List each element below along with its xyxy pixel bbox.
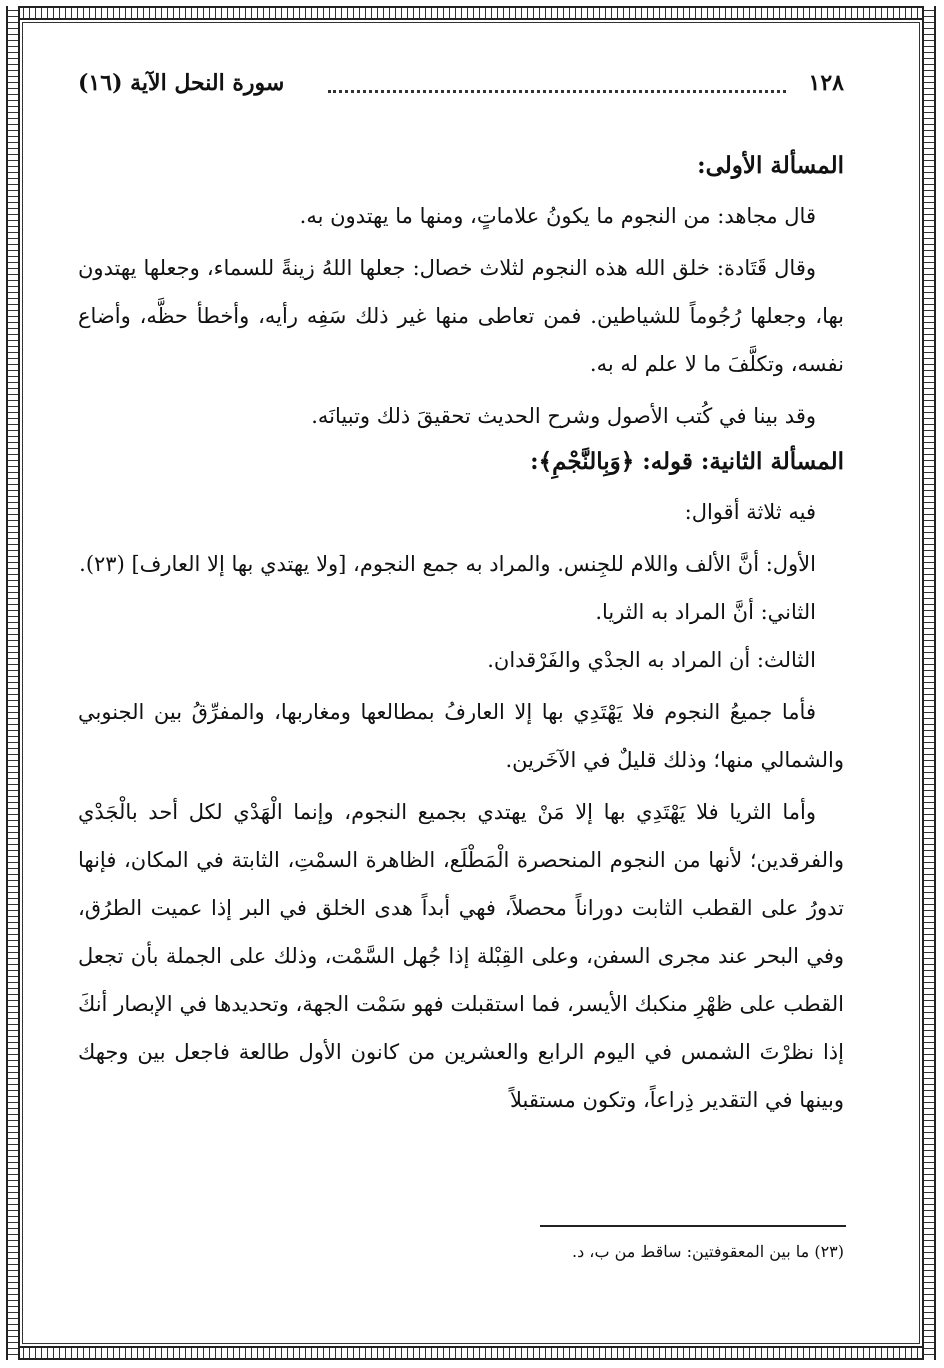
page-body [78, 58, 844, 1124]
paragraph: وقد بينا في كُتب الأصول وشرح الحديث تحقيقَ ذلك وتبيانَه. [311, 404, 816, 428]
paragraph: فأما جميعُ النجوم فلا يَهْتَدِي بها إلا العارفُ بمطالعها ومغاربها، والمفرِّقُ بين الجنوبي والشمالي منها؛ وذلك قليلٌ في الآخَرين. [78, 700, 844, 772]
paragraph: قال مجاهد: من النجوم ما يكونُ علاماتٍ، ومنها ما يهتدون به. [299, 204, 816, 228]
paragraph: فيه ثلاثة أقوال: [684, 500, 816, 524]
footnote-separator [540, 1225, 846, 1227]
paragraph: وأما الثريا فلا يَهْتَدِي بها إلا مَنْ يهتدي بجميع النجوم، وإنما الْهَدْي لكل أحد بالْجَدْي والفرقدين؛ لأنها من النجوم المنحصرة الْمَطْلَع، الظاهرة السمْتِ، الثابتة في المكان، فإنها تدورُ على القطب الثابت دوراناً محصلاً، فهي أبداً هدى الخلق في البر إذا عميت الطرُق، وفي البحر عند مجرى السفن، وعلى القِبْلة إذا جُهل السَّمْت، وذلك على الجملة بأن تجعل القطب على ظهْرِ منكبك الأيسر، فما استقبلت فهو سَمْت الجهة، وتحديدها في الإبصار أنكَ إذا نظرْتَ الشمس في اليوم الرابع والعشرين من كانون الأول طالعة فاجعل بين وجهك وبينها في التقدير ذِراعاً، وتكون مستقبلاً [78, 800, 844, 1112]
footnote: (٢٣) ما بين المعقوفتين: ساقط من ب، د. [571, 1242, 844, 1261]
border-left [6, 6, 20, 1360]
border-top [6, 6, 936, 20]
section-heading-second: المسألة الثانية: قوله: ﴿وَبِالنَّجْمِ﴾: [530, 448, 844, 475]
paragraph: الأول: أنَّ الألف واللام للجِنس. والمراد به جمع النجوم، [ولا يهتدي بها إلا العارف] (٢٣). [79, 552, 816, 576]
section-heading-first: المسألة الأولى: [697, 152, 844, 179]
border-right [922, 6, 936, 1360]
paragraph: وقال قَتَادة: خلق الله هذه النجوم لثلاث خصال: جعلها اللهُ زينةً للسماء، وجعلها يهتدون بها، وجعلها رُجُوماً للشياطين. فمن تعاطى منها غير ذلك سَفِه رأيه، وأخطأ حظَّه، وأضاع نفسه، وتكلَّفَ ما لا علم له به. [78, 256, 844, 376]
paragraph: الثاني: أنَّ المراد به الثريا. [595, 600, 816, 624]
paragraph: الثالث: أن المراد به الجدْي والفَرْقدان. [487, 648, 816, 672]
page-header [78, 58, 844, 98]
border-bottom [6, 1346, 936, 1360]
header-leader-dots [328, 90, 786, 93]
page-number: ١٢٨ [808, 70, 844, 96]
running-title: سورة النحل الآية (١٦) [78, 70, 285, 96]
